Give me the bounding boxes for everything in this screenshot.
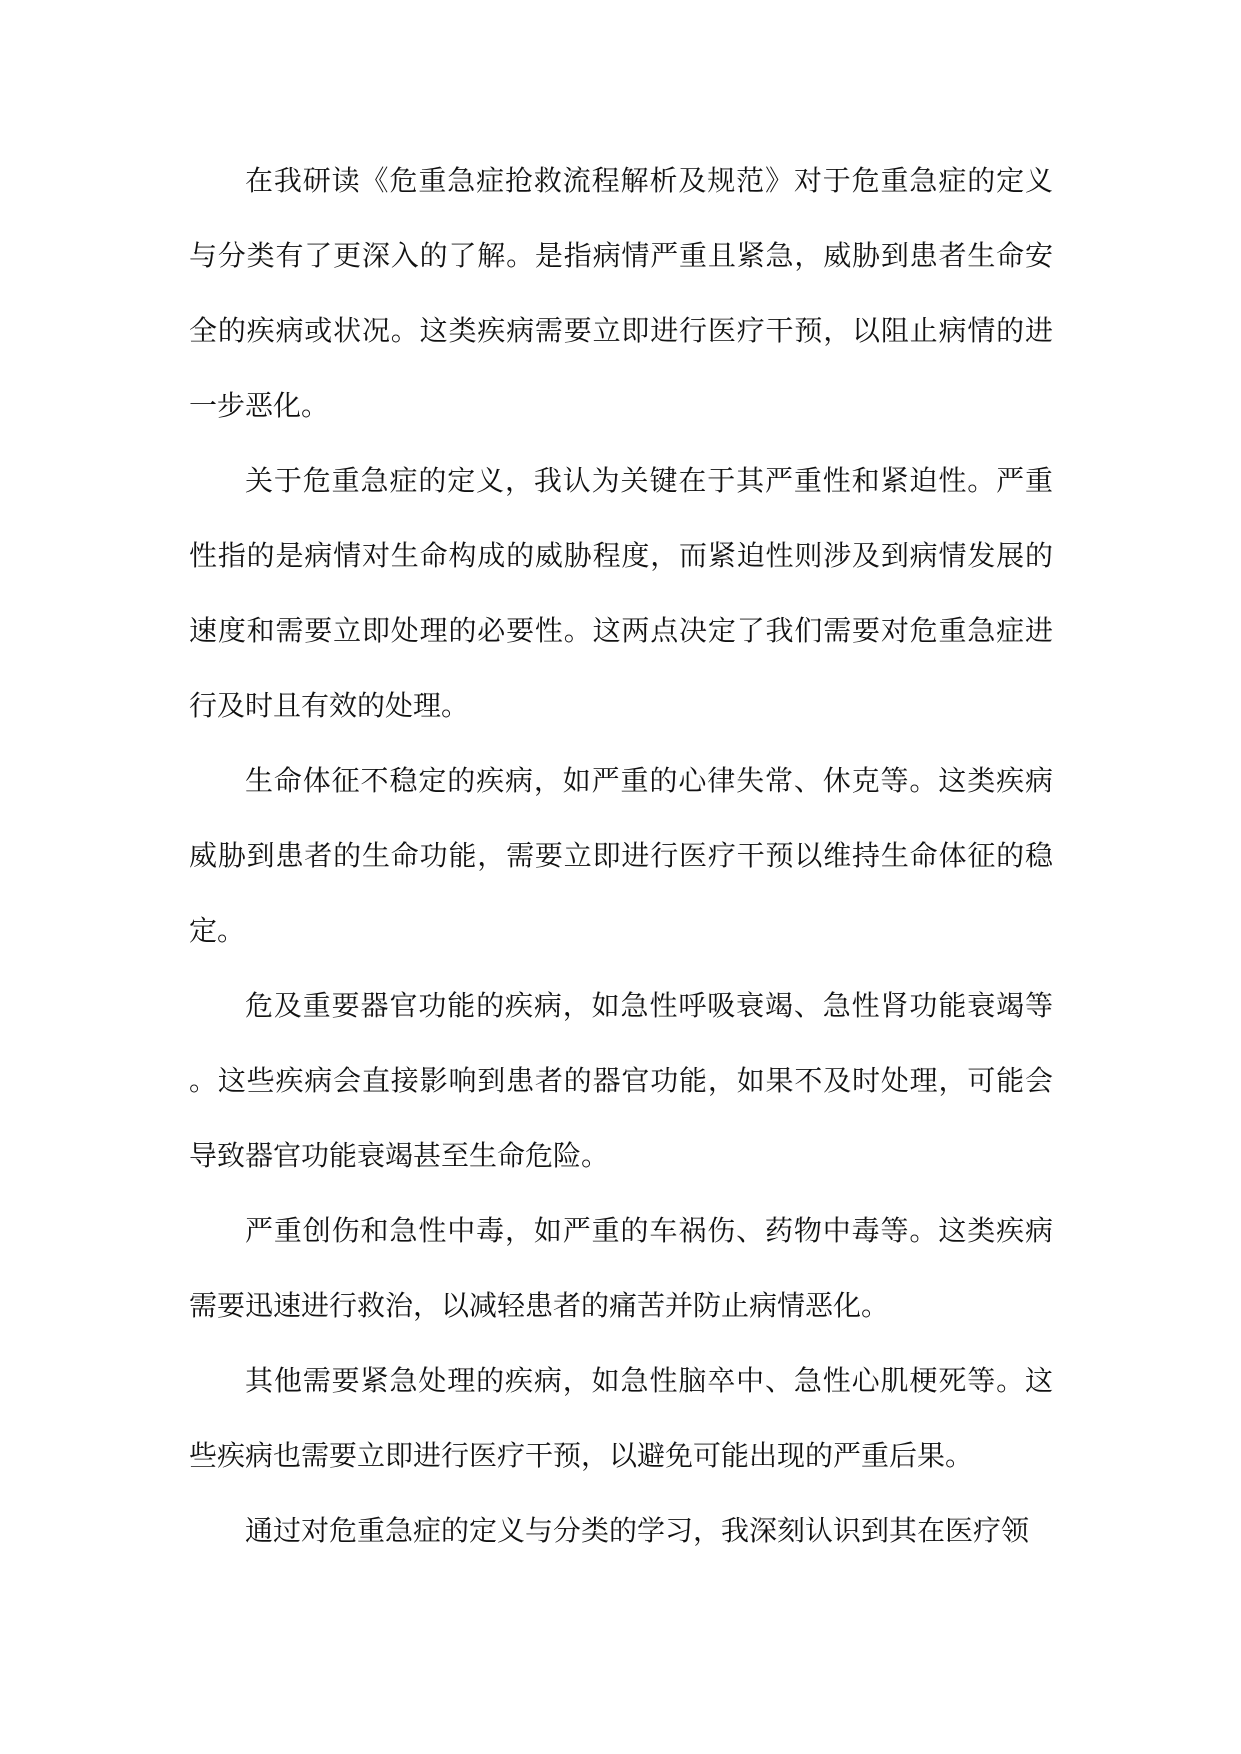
paragraph-1: 在我研读《危重急症抢救流程解析及规范》对于危重急症的定义与分类有了更深入的了解。是指病情严重且紧急，威胁到患者生命安全的疾病或状况。这类疾病需要立即进行医疗干预，以阻止病情的进一步恶化。 [189, 164, 1053, 422]
paragraph-7: 通过对危重急症的定义与分类的学习，我深刻认识到其在医疗领 [245, 1514, 1030, 1547]
paragraph-3: 生命体征不稳定的疾病，如严重的心律失常、休克等。这类疾病威胁到患者的生命功能，需要立即进行医疗干预以维持生命体征的稳定。 [189, 764, 1053, 947]
paragraph-4: 危及重要器官功能的疾病，如急性呼吸衰竭、急性肾功能衰竭等。这些疾病会直接影响到患者的器官功能，如果不及时处理，可能会导致器官功能衰竭甚至生命危险。 [189, 989, 1053, 1172]
paragraph-5: 严重创伤和急性中毒，如严重的车祸伤、药物中毒等。这类疾病需要迅速进行救治，以减轻患者的痛苦并防止病情恶化。 [189, 1214, 1053, 1322]
document-body [189, 143, 1053, 1568]
paragraph-2: 关于危重急症的定义，我认为关键在于其严重性和紧迫性。严重性指的是病情对生命构成的威胁程度，而紧迫性则涉及到病情发展的速度和需要立即处理的必要性。这两点决定了我们需要对危重急症进行及时且有效的处理。 [189, 464, 1053, 722]
paragraph-6: 其他需要紧急处理的疾病，如急性脑卒中、急性心肌梗死等。这些疾病也需要立即进行医疗干预，以避免可能出现的严重后果。 [189, 1364, 1053, 1472]
